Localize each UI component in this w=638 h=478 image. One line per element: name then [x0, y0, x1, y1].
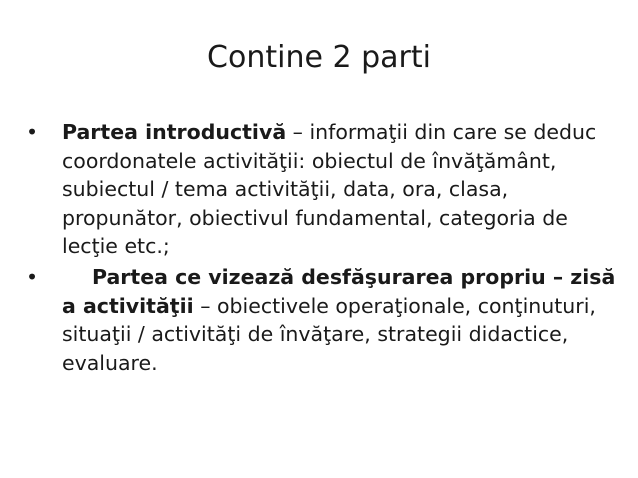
bullet-text: – obiectivele operaţionale, conţinuturi, situaţii / activităţi de învăţare, strategii didactice, evaluare. [62, 293, 596, 375]
bullet-mark: • [26, 120, 39, 144]
bullet-heading: Partea ce vizează desfăşurarea propriu – zisă a activităţii [62, 264, 616, 318]
bullet-heading: Partea introductivă [62, 120, 287, 144]
bullet-mark: • [26, 264, 39, 289]
bullet-item-desfasurare [26, 263, 616, 377]
slide-title: Contine 2 parti [207, 40, 431, 75]
bullet-item-intro [26, 118, 616, 261]
bullet-list [26, 118, 616, 379]
bullet-text: – informaţii din care se deduc coordonatele activităţii: obiectul de învăţământ, subiectul / tema activităţii, data, ora, clasa, propunător, obiectivul fundamental, categoria de lecţie etc.; [62, 120, 597, 259]
